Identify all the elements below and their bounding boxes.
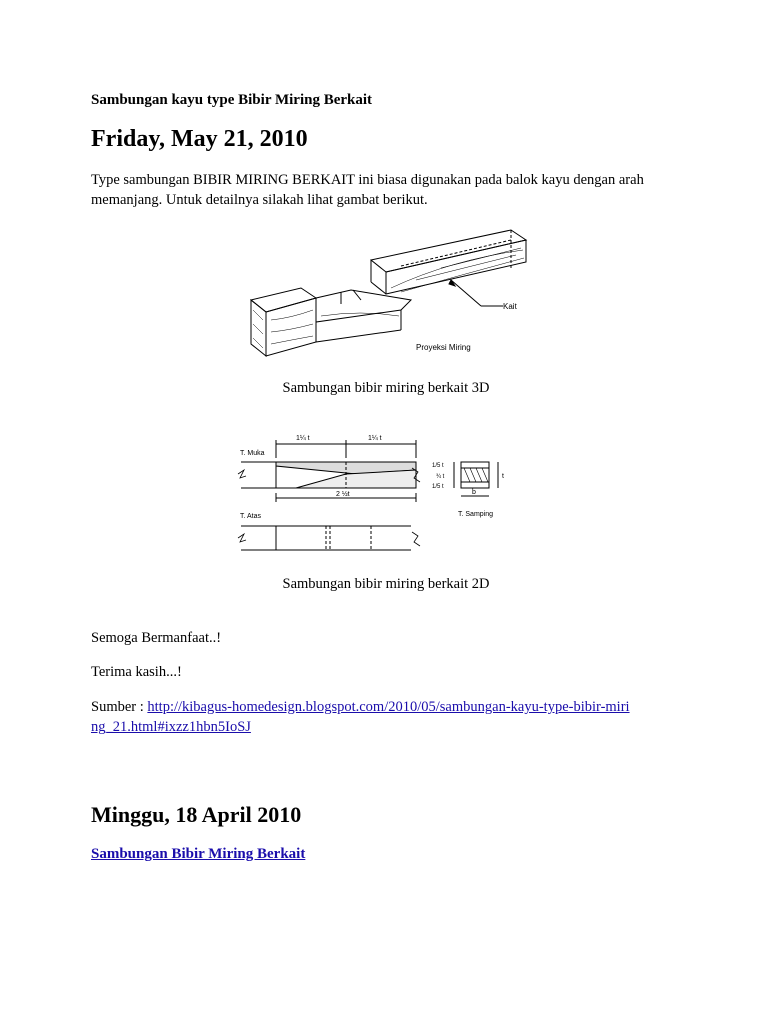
post2-date: Minggu, 18 April 2010 [91,802,302,827]
dim-b: b [472,489,476,496]
post-intro: Type sambungan BIBIR MIRING BERKAIT ini biasa digunakan pada balok kayu dengan arah memanjang. Untuk detailnya silakah lihat gambat berikut. [91,172,644,208]
closing-text-2: Terima kasih...! [91,664,182,680]
label-t-samping: T. Samping [458,511,494,518]
closing-text-1: Semoga Bermanfaat..! [91,630,222,646]
dim-bottom: 2 ½t [336,491,350,498]
post-date: Friday, May 21, 2010 [91,126,308,152]
label-t-atas: T. Atas [240,513,262,520]
source-label: Sumber : [91,699,148,715]
source-line [91,697,631,737]
blog-title: Sambungan kayu type Bibir Miring Berkait [91,92,373,108]
label-t-muka: T. Muka [240,450,265,457]
post2-title-link[interactable]: Sambungan Bibir Miring Berkait [91,846,306,862]
dim-top-left: 1¼ t [296,435,310,442]
dim-side-1: 1/5 t [432,463,444,469]
figure-2d-caption: Sambungan bibir miring berkait 2D [282,576,490,592]
label-proyeksi: Proyeksi Miring [416,343,471,352]
figure-2d-joint [236,430,536,560]
figure-3d-joint [241,220,531,360]
label-kait: Kait [503,302,517,311]
dim-t: t [502,473,504,480]
figure-3d-caption: Sambungan bibir miring berkait 3D [282,380,490,396]
source-link[interactable]: http://kibagus-homedesign.blogspot.com/2010/05/sambungan-kayu-type-bibir-miring_21.html#ixzz1hbn5IoSJ [91,699,630,735]
dim-side-3: 1/5 t [432,484,444,490]
dim-top-right: 1¼ t [368,435,382,442]
dim-side-2: ¾ t [436,474,445,480]
